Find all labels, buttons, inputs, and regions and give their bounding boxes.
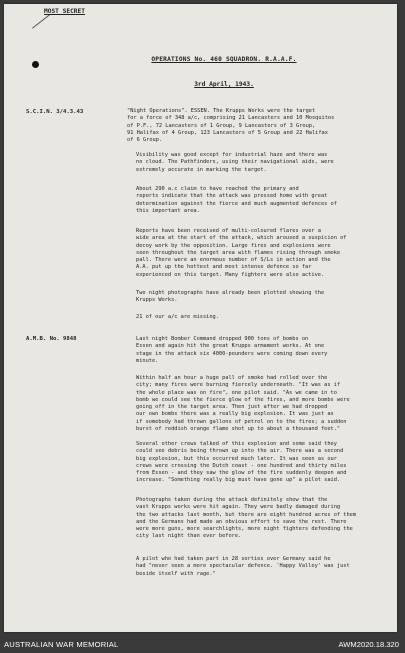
paragraph: A pilot who had taken part in 28 sorties over Germany said he had "never seen a more spectacular defence. 'Happy Valley' was just beside itself with rage." [136,556,350,577]
footer-bar [0,636,405,653]
paragraph: Two night photographs have already been plotted showing the Krupps Works. [136,290,325,304]
paragraph: Last night Bomber Command dropped 900 tons of bombs on Essen and again hit the great Krupps armament works. At one stage in the attack six 4000-pounders were coming down every minute. [136,336,328,364]
collection-credit: AUSTRALIAN WAR MEMORIAL [4,640,119,649]
entry-reference: S.C.I.N. 3/4.3.43 [26,109,84,115]
document-date: 3rd April, 1943. [194,81,254,88]
classification-stamp: MOST SECRET [44,8,85,15]
paragraph: Visibility was good except for industrial haze and there was no cloud. The Pathfinders, using their navigational aids, were extremely accurate in marking the target. [136,152,334,173]
paragraph: "Night Operations". ESSEN. The Krupps Works were the target for a force of 348 a/c, comprising 21 Lancasters and 10 Mosquitos of P.F., 72 Lancasters of 1 Group, 9 Lancasters of 3 Group, 91 Halifax of 4 Group, 123 Lancasters of 5 Group and 22 Halifax of 6 Group. [127,108,335,144]
entry-reference: A.M.B. No. 9848 [26,336,77,342]
paragraph: Within half an hour a huge pall of smoke had rolled over the city; many fires were burning fiercely underneath. "It was as if the whole place was on fire", one pilot said. "As we came in to bomb we could see the fierce glow of the fires, and more bombs were going off in the target area. Then just after we had dropped our own bombs there was a really big explosion. It was just as if somebody had thrown gallons of petrol on to the fires; a sudden burst of reddish orange flame shot up to about a thousand feet." [136,375,350,433]
punch-hole [32,61,39,68]
document-page [4,4,397,632]
accession-number: AWM2020.18.320 [338,640,399,649]
paragraph: Photographs taken during the attack definitely show that the vast Krupps works were hit again. They were badly damaged during the two attacks last month, but there are eight hundred acres of them and the Germans had made an obvious effort to save the rest. There were more guns, more searchlights, more night fighters defending the city last night than ever before. [136,497,357,540]
paragraph: Reports have been received of multi-coloured flares over a wide area at the start of the attack, which aroused a suspicion of decoy work by the opposition. Large fires and explosions were seen throughout the target area with flames rising through smoke pall. There were an enormous number of S/Ls in action and the A.A. put up the hottest and most intense defence so far experienced on this target. Many fighters were also active. [136,228,347,278]
document-title: OPERATIONS No. 460 SQUADRON. R.A.A.F. [151,56,297,63]
paragraph: Several other crews talked of this explosion and some said they could see debris being thrown up into the air. There was a second big explosion, but this occurred much later. It was seen as our crews were crossing the Dutch coast - one hundred and thirty miles from Essen - and they saw the glow of the fire suddenly deepen and increase. "Something really big must have gone up" a pilot said. [136,441,347,484]
paragraph: 21 of our a/c are missing. [136,314,219,320]
paragraph: About 290 a.c claim to have reached the primary and reports indicate that the attack was pressed home with great determination against the fierce and much augmented defences of this important area. [136,186,337,214]
pen-mark [32,14,50,28]
